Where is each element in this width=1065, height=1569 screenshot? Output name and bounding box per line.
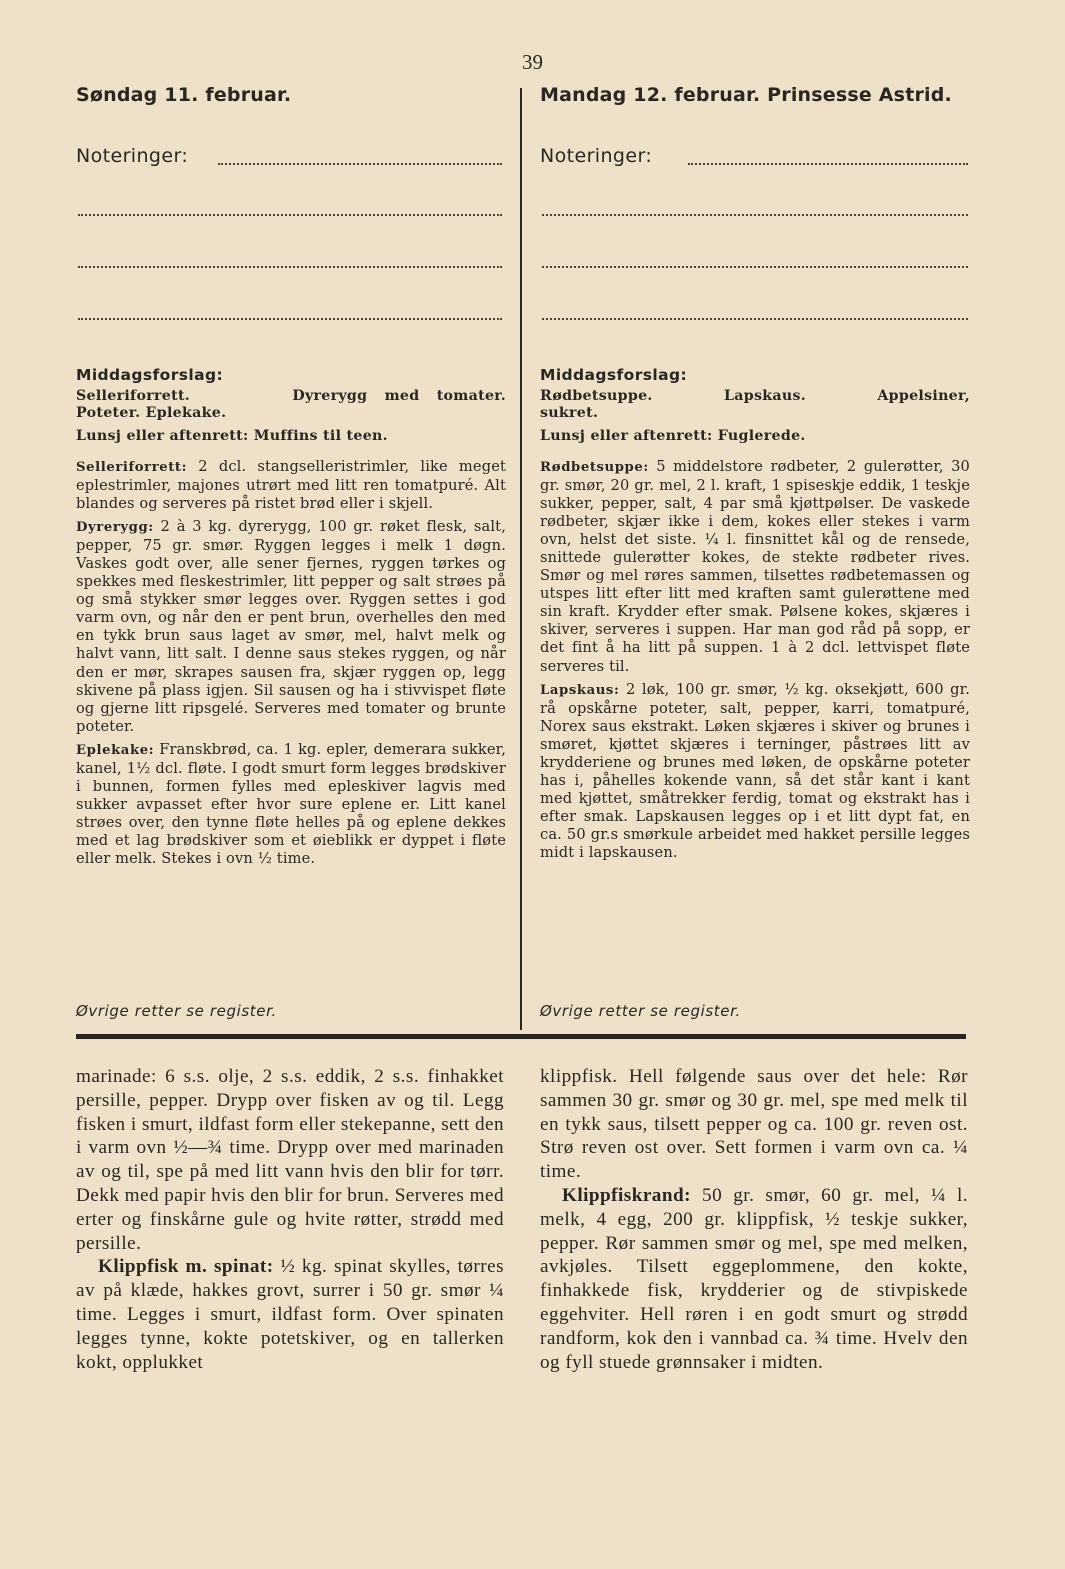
menu-item: sukret. bbox=[540, 405, 599, 421]
recipe-name: Rødbetsuppe: bbox=[540, 460, 649, 475]
recipe-text: 2 dcl. stangselleristrimler, like meget eplestrimler, majones utrørt med litt ren tomatpuré. Alt blandes og serveres på ristet brød eller i skjell. bbox=[76, 458, 506, 513]
column-divider bbox=[520, 88, 522, 1030]
menu-sunday bbox=[76, 388, 506, 445]
lower-right-text bbox=[540, 1065, 968, 1374]
recipe-text: Franskbrød, ca. 1 kg. epler, demerara sukker, kanel, 1½ dcl. fløte. I godt smurt form legges brødskiver i bunnen, formen fylles med epleskiver lagvis med sukker avpasset efter hvor sure eplene er. Litt kanel strøes over, den tynne fløte helles på og eplene dekkes med et lag brødskiver som et øieblikk er dyppet i fløte eller melk. Stekes i ovn ½ time. bbox=[76, 740, 506, 867]
recipe-text: 50 gr. smør, 60 gr. mel, ¼ l. melk, 4 egg, 200 gr. klippfisk, ½ teskje sukker, pepper. Rør sammen smør og mel, spe med melken, avkjøles. Tilsett eggeplommene, den kokte, finhakkede fisk, krydderier og de stivpiskede eggehviter. Hell røren i en godt smurt og strødd randform, kok den i vannbad ca. ¾ time. Hvelv den og fyll stuede grønnsaker i midten. bbox=[540, 1184, 968, 1373]
menu-item: Lapskaus. bbox=[723, 388, 807, 404]
menu-item: Poteter. Eplekake. bbox=[76, 405, 227, 421]
notes-line bbox=[542, 318, 968, 320]
day-heading-monday: Mandag 12. februar. Prinsesse Astrid. bbox=[540, 84, 952, 106]
notes-line bbox=[78, 214, 502, 216]
section-title-monday: Middagsforslag: bbox=[540, 366, 688, 384]
notes-label-sunday: Noteringer: bbox=[76, 145, 189, 167]
notes-label-monday: Noteringer: bbox=[540, 145, 653, 167]
notes-line bbox=[78, 266, 502, 268]
recipe bbox=[540, 681, 970, 862]
recipe-name: Klippfisk m. spinat: bbox=[98, 1256, 274, 1278]
menu-item: Dyrerygg med tomater. bbox=[292, 388, 506, 404]
paragraph: marinade: 6 s.s. olje, 2 s.s. eddik, 2 s.s. finhakket persille, pepper. Drypp over fisken av og til. Legg fisken i smurt, ildfast form eller stekepanne, sett den i varm ovn ½—¾ time. Drypp over med marinaden av og til, spe på med litt vann hvis den blir for tørr. Dekk med papir hvis den blir for brun. Serveres med erter og finskårne gule og hvite røtter, strødd med persille. bbox=[76, 1066, 504, 1254]
recipe-name: Dyrerygg: bbox=[76, 520, 154, 536]
recipe bbox=[76, 741, 506, 868]
recipe bbox=[76, 458, 506, 513]
lunch-suggestion: Lunsj eller aftenrett: Fuglerede. bbox=[540, 428, 806, 444]
section-divider-bar bbox=[76, 1034, 966, 1039]
notes-line bbox=[542, 214, 968, 216]
recipe-name: Eplekake: bbox=[76, 742, 155, 758]
menu-item: Selleriforrett. bbox=[76, 388, 191, 404]
recipe-text: 2 à 3 kg. dyrerygg, 100 gr. røket flesk, salt, pepper, 75 gr. smør. Ryggen legges i melk 1 døgn. Vaskes godt over, alle sener fjernes, ryggen tørkes og spekkes med fleskestrimler, litt pepper og salt strøes på og små stykker smør legges over. Ryggen settes i god varm ovn, og når den er pent brun, overhelles den med en tykk brun saus laget av smør, mel, halvt melk og halvt vann, litt salt. I denne saus stekes ryggen, og når den er mør, skrapes sausen fra, skjær ryggen op, legg skivene på plass igjen. Sil sausen og ha i stivvispet fløte og gjerne litt ripsgelé. Serveres med tomater og brunte poteter. bbox=[76, 518, 506, 735]
recipe-text: ½ kg. spinat skylles, tørres av på klæde, hakkes grovt, surrer i 50 gr. smør ¼ time. Legges i smurt, ildfast form. Over spinaten legges tynne, kokte potetskiver, og en tallerken kokt, opplukket bbox=[76, 1256, 504, 1373]
other-dishes-note: Øvrige retter se register. bbox=[540, 1002, 741, 1020]
paragraph bbox=[540, 1184, 968, 1374]
recipe-name: Lapskaus: bbox=[540, 682, 620, 698]
other-dishes-note: Øvrige retter se register. bbox=[76, 1002, 277, 1020]
page-number: 39 bbox=[522, 50, 543, 74]
recipe-name: Klippfiskrand: bbox=[562, 1184, 691, 1206]
notes-line bbox=[542, 266, 968, 268]
paragraph: klippfisk. Hell følgende saus over det hele: Rør sammen 30 gr. smør og 30 gr. mel, spe med melk til en tykk saus, tilsett pepper og ca. 100 gr. reven ost. Strø reven ost over. Sett formen i varm ovn ca. ¼ time. bbox=[540, 1066, 968, 1183]
menu-item: Rødbetsuppe. bbox=[540, 388, 653, 404]
recipe-text: 5 middelstore rødbeter, 2 gulerøtter, 30 gr. smør, 20 gr. mel, 2 l. kraft, 1 spiseskje eddik, 1 teskje sukker, pepper, salt, 4 par små kjøttpølser. De vaskede rødbeter, skjær ikke i dem, kokes eller stekes i varm ovn, helst det siste. ¼ l. finsnittet kål og de rensede, snittede gulerøtter kokes, de stekte rødbeter rives. Smør og mel røres sammen, tilsettes rødbetemassen og utspes litt efter litt med kraften samt gulerøttene med sin kraft. Krydder efter smak. Pølsene kokes, skjæres i skiver, serveres i suppen. Har man god råd på sopp, er det fint å ha litt på suppen. 1 à 2 dcl. lettvispet fløte serveres til. bbox=[540, 458, 970, 675]
lunch-suggestion: Lunsj eller aftenrett: Muffins til teen. bbox=[76, 428, 388, 444]
menu-item: Appelsiner, bbox=[877, 388, 970, 404]
recipe-text: 2 løk, 100 gr. smør, ½ kg. oksekjøtt, 600 gr. rå opskårne poteter, salt, pepper, karri, tomatpuré, Norex saus ekstrakt. Løken skjæres i skiver og brunes i smøret, kjøttet skjæres i terninger, påstrøes litt av krydderiene og brunes med løken, de opskårne poteter has i, påhelles kokende vann, så det står kant i kant med kjøttet, småtrekker ferdig, tomat og ekstrakt has i efter smak. Lapskausen legges op i et litt dypt fat, en ca. 50 gr.s smørkule arbeidet med hakket persille legges midt i lapskausen. bbox=[540, 680, 970, 861]
recipe bbox=[540, 458, 970, 676]
notes-line bbox=[688, 163, 968, 165]
day-heading-sunday: Søndag 11. februar. bbox=[76, 84, 292, 106]
lower-left-text bbox=[76, 1065, 504, 1374]
notes-line bbox=[78, 318, 502, 320]
section-title-sunday: Middagsforslag: bbox=[76, 366, 224, 384]
paragraph bbox=[76, 1255, 504, 1374]
recipe bbox=[76, 518, 506, 736]
recipes-monday bbox=[540, 458, 970, 867]
notes-line bbox=[218, 163, 502, 165]
menu-monday bbox=[540, 388, 970, 445]
recipe-name: Selleriforrett: bbox=[76, 460, 188, 475]
recipes-sunday bbox=[76, 458, 506, 873]
